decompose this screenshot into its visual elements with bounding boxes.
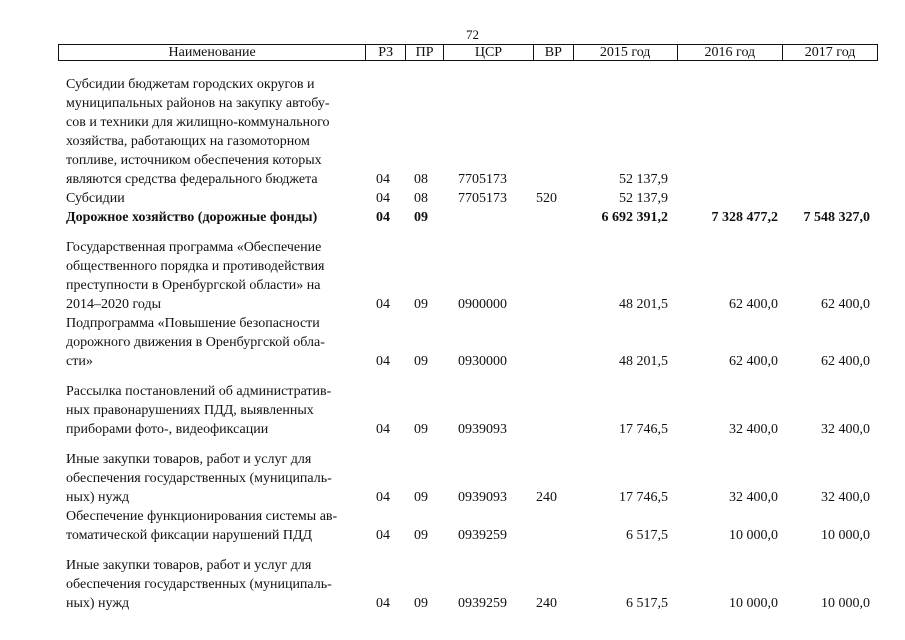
table-header: [58, 44, 878, 61]
table-row: [66, 507, 878, 545]
table-row: [66, 208, 878, 227]
row-2017: 62 400,0: [821, 297, 870, 312]
row-csr: 7705173: [458, 172, 507, 187]
row-name-line: преступности в Оренбургской области» на: [66, 278, 321, 293]
row-2016: 10 000,0: [729, 596, 778, 611]
row-pr: 09: [414, 210, 428, 225]
row-2015: 52 137,9: [619, 172, 668, 187]
row-csr: 0939093: [458, 490, 507, 505]
row-name-line: обеспечения государственных (муниципаль-: [66, 471, 332, 486]
row-2017: 10 000,0: [821, 596, 870, 611]
row-name-line: Субсидии бюджетам городских округов и: [66, 77, 315, 92]
table-row: [66, 450, 878, 507]
header-rz: РЗ: [366, 45, 406, 60]
row-2017: 32 400,0: [821, 490, 870, 505]
row-name-line: ных) нужд: [66, 490, 130, 505]
row-pr: 08: [414, 172, 428, 187]
row-name-line: хозяйства, работающих на газомоторном: [66, 134, 310, 149]
row-csr: 0930000: [458, 354, 507, 369]
row-name-line: общественного порядка и противодействия: [66, 259, 325, 274]
table-row: [66, 75, 878, 189]
row-2017: 62 400,0: [821, 354, 870, 369]
row-csr: 7705173: [458, 191, 507, 206]
row-name-line: топливе, источником обеспечения которых: [66, 153, 322, 168]
header-csr: ЦСР: [444, 45, 534, 60]
row-rz: 04: [376, 354, 390, 369]
row-pr: 08: [414, 191, 428, 206]
row-name-line: Иные закупки товаров, работ и услуг для: [66, 452, 312, 467]
row-2017: 32 400,0: [821, 422, 870, 437]
row-name-line: ных) нужд: [66, 596, 130, 611]
row-pr: 09: [414, 422, 428, 437]
row-2015: 48 201,5: [619, 354, 668, 369]
row-name-line: Государственная программа «Обеспечение: [66, 240, 322, 255]
row-2016: 7 328 477,2: [711, 210, 778, 225]
table-row: [66, 189, 878, 208]
row-2016: 10 000,0: [729, 528, 778, 543]
row-rz: 04: [376, 490, 390, 505]
row-2015: 6 517,5: [626, 596, 668, 611]
row-name: [66, 507, 366, 545]
table-row: [66, 556, 878, 613]
row-2015: 48 201,5: [619, 297, 668, 312]
row-name-line: приборами фото-, видеофиксации: [66, 422, 269, 437]
row-rz: 04: [376, 422, 390, 437]
row-2015: 17 746,5: [619, 422, 668, 437]
row-csr: 0900000: [458, 297, 507, 312]
row-name-line: Подпрограмма «Повышение безопасности: [66, 316, 320, 331]
row-name-line: муниципальных районов на закупку автобу-: [66, 96, 330, 111]
row-pr: 09: [414, 354, 428, 369]
row-csr: 0939259: [458, 596, 507, 611]
row-2016: 32 400,0: [729, 422, 778, 437]
row-2016: 62 400,0: [729, 297, 778, 312]
row-name: [66, 75, 366, 189]
row-pr: 09: [414, 596, 428, 611]
row-name: [66, 208, 366, 227]
row-name-line: томатической фиксации нарушений ПДД: [66, 528, 313, 543]
row-pr: 09: [414, 528, 428, 543]
row-name: [66, 556, 366, 613]
header-2015: 2015 год: [574, 45, 678, 60]
row-pr: 09: [414, 490, 428, 505]
header-2017: 2017 год: [804, 45, 856, 60]
row-vr: 520: [536, 191, 557, 206]
row-vr: 240: [536, 490, 557, 505]
row-rz: 04: [376, 172, 390, 187]
header-pr: ПР: [406, 45, 444, 60]
row-csr: 0939259: [458, 528, 507, 543]
row-name-line: Дорожное хозяйство (дорожные фонды): [66, 210, 318, 225]
table-row: [66, 382, 878, 439]
row-name-line: являются средства федерального бюджета: [66, 172, 318, 187]
row-2017: 7 548 327,0: [803, 210, 870, 225]
table-row: [66, 314, 878, 371]
row-rz: 04: [376, 528, 390, 543]
row-name-line: обеспечения государственных (муниципаль-: [66, 577, 332, 592]
row-name-line: сов и техники для жилищно-коммунального: [66, 115, 330, 130]
row-rz: 04: [376, 297, 390, 312]
row-name-line: Субсидии: [66, 191, 125, 206]
row-2016: 32 400,0: [729, 490, 778, 505]
row-name-line: Обеспечение функционирования системы ав-: [66, 509, 338, 524]
header-2016: 2016 год: [678, 45, 784, 60]
row-name-line: Иные закупки товаров, работ и услуг для: [66, 558, 312, 573]
row-name-line: 2014–2020 годы: [66, 297, 162, 312]
row-vr: 240: [536, 596, 557, 611]
row-name: [66, 314, 366, 371]
row-2015: 6 517,5: [626, 528, 668, 543]
row-2017: 10 000,0: [821, 528, 870, 543]
row-2016: 62 400,0: [729, 354, 778, 369]
row-rz: 04: [376, 191, 390, 206]
row-name: [66, 238, 366, 314]
header-vr: ВР: [534, 45, 574, 60]
row-name-line: Рассылка постановлений об административ-: [66, 384, 332, 399]
row-pr: 09: [414, 297, 428, 312]
row-name-line: дорожного движения в Оренбургской обла-: [66, 335, 325, 350]
row-csr: 0939093: [458, 422, 507, 437]
header-name: Наименование: [59, 45, 366, 60]
row-2015: 6 692 391,2: [601, 210, 668, 225]
row-2015: 17 746,5: [619, 490, 668, 505]
table-row: [66, 238, 878, 314]
row-name: [66, 382, 366, 439]
page-number: 72: [466, 27, 479, 42]
row-rz: 04: [376, 210, 390, 225]
row-2015: 52 137,9: [619, 191, 668, 206]
row-name: [66, 189, 366, 208]
row-name: [66, 450, 366, 507]
row-rz: 04: [376, 596, 390, 611]
table-body: [66, 75, 878, 613]
row-name-line: сти»: [66, 354, 93, 369]
row-name-line: ных правонарушениях ПДД, выявленных: [66, 403, 314, 418]
